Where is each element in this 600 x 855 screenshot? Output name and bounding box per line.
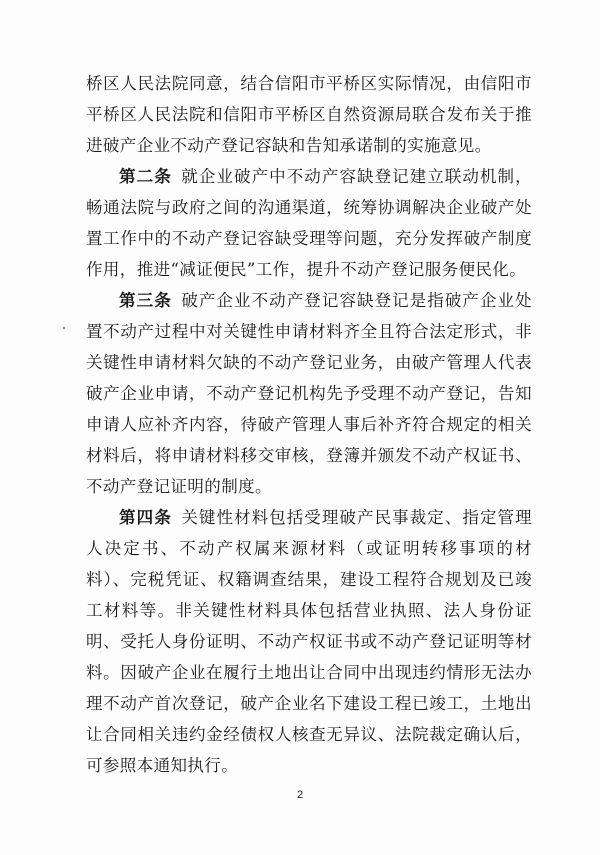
article-3-heading: 第三条	[119, 291, 173, 310]
article-3-paragraph	[86, 285, 532, 502]
document-body	[86, 68, 532, 781]
intro-paragraph: 桥区人民法院同意，结合信阳市平桥区实际情况，由信阳市平桥区人民法院和信阳市平桥区自然资源局联合发布关于推进破产企业不动产登记容缺和告知承诺制的实施意见。	[86, 74, 532, 155]
article-2-body: 就企业破产中不动产容缺登记建立联动机制，畅通法院与政府之间的沟通渠道，统筹协调解决企业破产处置工作中的不动产登记容缺受理等问题，充分发挥破产制度作用，推进“减证便民”工作，提升不动产登记服务便民化。	[86, 167, 533, 279]
article-2-paragraph	[86, 161, 532, 285]
article-3-body: 破产企业不动产登记容缺登记是指破产企业处置不动产过程中对关键性申请材料齐全且符合法定形式，非关键性申请材料欠缺的不动产登记业务，由破产管理人代表破产企业申请，不动产登记机构先予受理不动产登记，告知申请人应补齐内容，待破产管理人事后补齐符合规定的相关材料后，将申请材料移交审核，登簿并颁发不动产权证书、不动产登记证明的制度。	[86, 291, 533, 496]
article-4-body: 关键性材料包括受理破产民事裁定、指定管理人决定书、不动产权属来源材料（或证明转移事项的材料）、完税凭证、权籍调查结果，建设工程符合规划及已竣工材料等。非关键性材料具体包括营业执照、法人身份证明、受托人身份证明、不动产权证书或不动产登记证明等材料。因破产企业在履行土地出让合同中出现违约情形无法办理不动产首次登记，破产企业名下建设工程已竣工，土地出让合同相关违约金经债权人核查无异议、法院裁定确认后，可参照本通知执行。	[86, 508, 533, 775]
page-number: 2	[296, 789, 304, 801]
article-4-heading: 第四条	[119, 508, 173, 527]
article-2-heading: 第二条	[119, 167, 173, 186]
scan-speck	[63, 327, 65, 329]
article-4-paragraph	[86, 502, 532, 781]
